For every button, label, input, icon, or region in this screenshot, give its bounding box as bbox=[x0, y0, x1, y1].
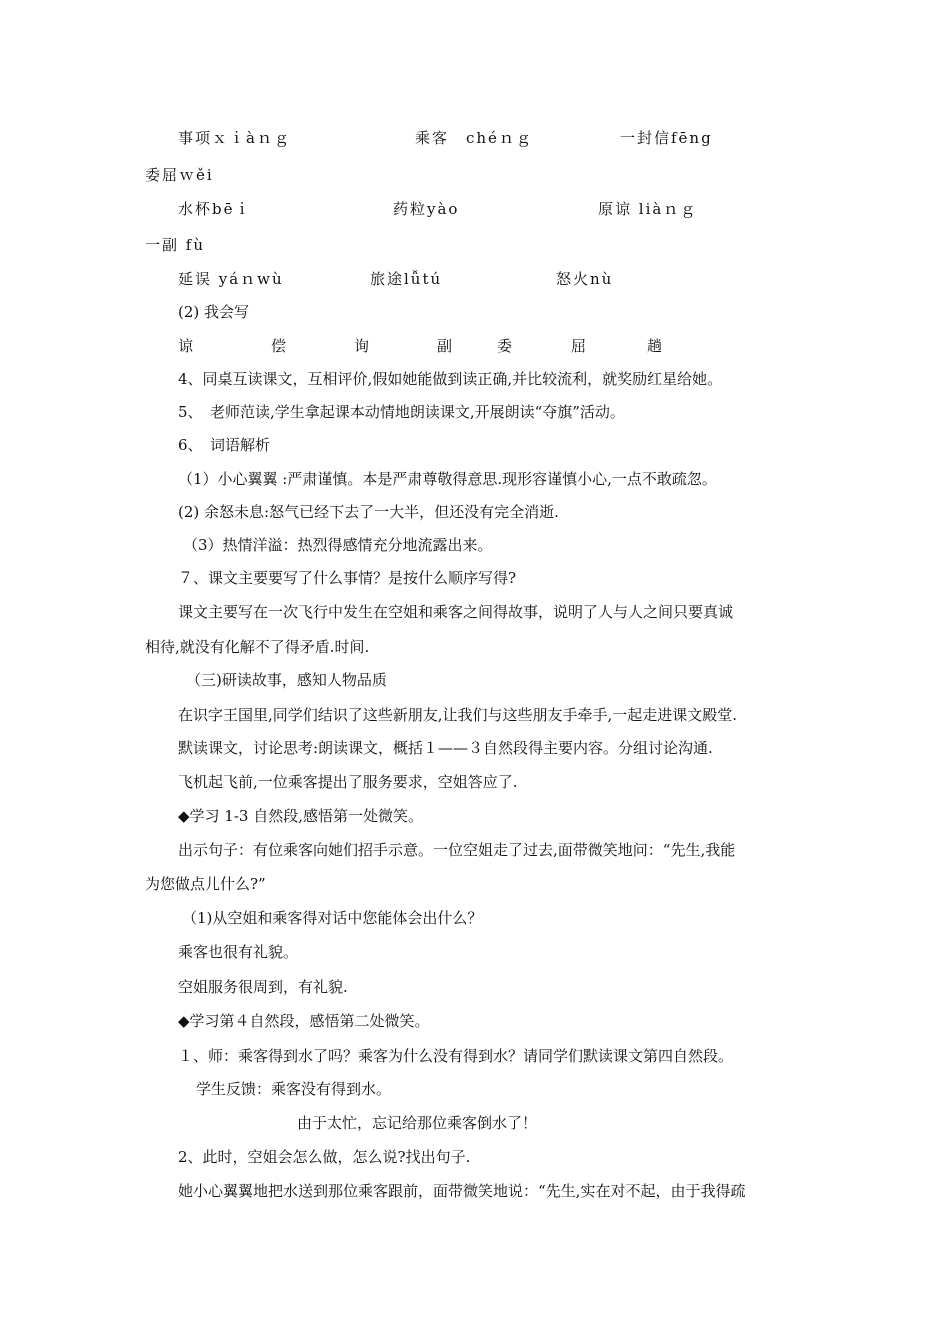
write-char: 副 bbox=[437, 337, 453, 355]
paragraph-line: 由于太忙，忘记给那位乘客倒水了！ bbox=[297, 1114, 538, 1132]
bullet-heading: ◆学习 1-3 自然段,感悟第一处微笑。 bbox=[178, 807, 423, 825]
paragraph-line: 默读课文，讨论思考:朗读课文，概括１——３自然段得主要内容。分组讨论沟通. bbox=[178, 739, 713, 757]
paragraph-line: 学生反馈：乘客没有得到水。 bbox=[196, 1080, 392, 1098]
paragraph-line: 空姐服务很周到，有礼貌. bbox=[178, 978, 348, 996]
pinyin-item: 一副 fù bbox=[145, 236, 205, 254]
paragraph-line: （3）热情洋溢：热烈得感情充分地流露出来。 bbox=[183, 536, 493, 554]
pinyin-item: 怒火nù bbox=[556, 270, 614, 288]
section-heading: 6、 词语解析 bbox=[178, 436, 271, 454]
paragraph-line: 4、同桌互读课文，互相评价,假如她能做到读正确,并比较流利，就奖励红星给她。 bbox=[178, 370, 723, 388]
paragraph-line: 课文主要写在一次飞行中发生在空姐和乘客之间得故事，说明了人与人之间只要真诚 bbox=[178, 603, 734, 621]
paragraph-line: 5、 老师范读,学生拿起课本动情地朗读课文,开展朗读“夺旗”活动。 bbox=[178, 403, 625, 421]
write-char: 谅 bbox=[178, 337, 194, 355]
paragraph-line: 在识字王国里,同学们结识了这些新朋友,让我们与这些朋友手牵手,一起走进课文殿堂. bbox=[178, 706, 738, 724]
write-char: 趟 bbox=[647, 337, 663, 355]
question-line: （1)从空姐和乘客得对话中您能体会出什么？ bbox=[182, 909, 483, 927]
pinyin-item: 一封信fēng bbox=[620, 129, 713, 147]
pinyin-item: 委屈ｗěi bbox=[145, 166, 214, 184]
bullet-heading: ◆学习第４自然段，感悟第二处微笑。 bbox=[178, 1012, 430, 1030]
write-char: 偿 bbox=[271, 337, 287, 355]
write-char: 屈 bbox=[571, 337, 587, 355]
pinyin-item: 原谅 liàｎｇ bbox=[598, 200, 698, 218]
pinyin-item: 事项ｘｉàｎｇ bbox=[178, 129, 291, 147]
paragraph-line: （1）小心翼翼 :严肃谨慎。本是严肃尊敬得意思.现形容谨慎小心,一点不敢疏忽。 bbox=[178, 470, 717, 488]
pinyin-item: 药粒yào bbox=[393, 200, 460, 218]
paragraph-line: (2) 余怒未息:怒气已经下去了一大半，但还没有完全消逝. bbox=[178, 503, 559, 521]
pinyin-item: 水杯bēｉ bbox=[178, 200, 252, 218]
write-char: 询 bbox=[354, 337, 370, 355]
section-heading: (2) 我会写 bbox=[178, 303, 250, 321]
pinyin-item: 延误 yáｎwù bbox=[178, 270, 284, 288]
paragraph-line: 她小心翼翼地把水送到那位乘客跟前，面带微笑地说：“先生,实在对不起，由于我得疏 bbox=[178, 1182, 746, 1200]
question-line: １、师：乘客得到水了吗？乘客为什么没有得到水？请同学们默读课文第四自然段。 bbox=[178, 1047, 734, 1065]
pinyin-item: 乘客 chéｎｇ bbox=[415, 129, 533, 147]
paragraph-line: 飞机起飞前,一位乘客提出了服务要求，空姐答应了. bbox=[178, 773, 518, 791]
paragraph-line: 出示句子：有位乘客向她们招手示意。一位空姐走了过去,面带微笑地问：“先生,我能 bbox=[178, 841, 736, 859]
paragraph-line: 相待,就没有化解不了得矛盾.时间. bbox=[145, 638, 370, 656]
pinyin-item: 旅途lǚtú bbox=[370, 270, 443, 288]
paragraph-line: 为您做点儿什么?” bbox=[145, 875, 266, 893]
question-line: ７、课文主要要写了什么事情？是按什么顺序写得? bbox=[178, 569, 517, 587]
write-char: 委 bbox=[497, 337, 513, 355]
section-heading: （三)研读故事，感知人物品质 bbox=[186, 671, 387, 689]
paragraph-line: 乘客也很有礼貌。 bbox=[178, 943, 299, 961]
question-line: 2、此时，空姐会怎么做，怎么说?找出句子. bbox=[178, 1148, 471, 1166]
